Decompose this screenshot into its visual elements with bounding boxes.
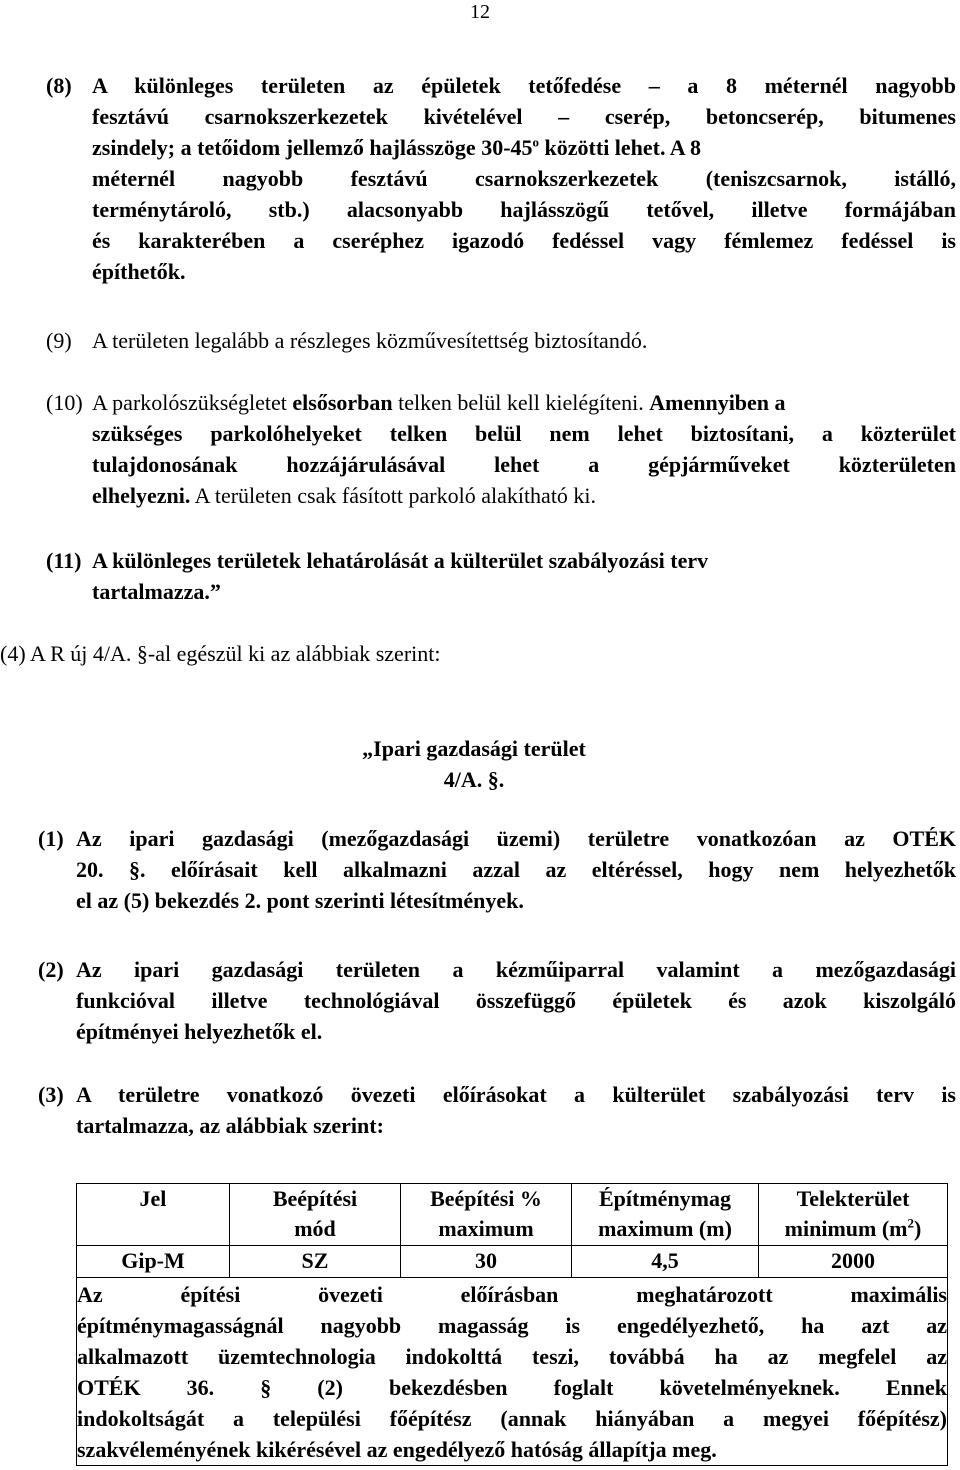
table-cell: SZ: [230, 1246, 401, 1278]
paragraph-8: [46, 70, 956, 287]
text-line: [92, 387, 956, 418]
text-line: Az ipari gazdasági területen a kézműiparral valamint a mezőgazdasági: [76, 957, 956, 982]
table-cell: Gip-M: [77, 1246, 230, 1278]
table-header-row: [77, 1184, 948, 1246]
section-3: [38, 1079, 956, 1141]
text-line: építményei helyezhetők el.: [76, 1019, 323, 1044]
text-line: [92, 480, 956, 511]
text-line: méternél nagyobb fesztávú csarnokszerkezetek (teniszcsarnok, istálló,: [92, 166, 956, 191]
paragraph-number: (11): [46, 548, 82, 573]
table-cell: 2000: [759, 1246, 948, 1278]
note-line: OTÉK 36. § (2) bekezdésben foglalt követelményeknek. Ennek: [77, 1375, 947, 1400]
superscript: 2: [907, 1215, 914, 1231]
header-text: Beépítési: [272, 1186, 358, 1211]
header-text: Telekterület: [796, 1186, 910, 1211]
zoning-table: [76, 1183, 948, 1466]
paragraph-number: (10): [46, 390, 83, 415]
table-row: [77, 1246, 948, 1278]
page-number: 12: [470, 1, 490, 23]
text-line: A különleges területek lehatárolását a külterület szabályozási terv: [92, 548, 709, 573]
text-line: funkcióval illetve technológiával összefüggő épületek és azok kiszolgáló: [76, 988, 956, 1013]
section-heading: [0, 733, 954, 795]
note-line: építménymagasságnál nagyobb magasság is engedélyezhető, ha azt az: [77, 1313, 947, 1338]
header-text: Építménymag: [599, 1186, 731, 1211]
paragraph-number: (9): [46, 328, 72, 353]
table-note-cell: [77, 1278, 948, 1466]
text-segment: elhelyezni.: [92, 483, 191, 508]
note-line: alkalmazott üzemtechnologia indokolttá teszi, továbbá ha az megfelel az: [77, 1344, 947, 1369]
paragraph-number: (2): [38, 957, 64, 982]
text-segment: elsősorban: [292, 390, 393, 415]
heading-title: „Ipari gazdasági terület: [362, 736, 586, 761]
text-line: és karakterében a cseréphez igazodó fedéssel vagy fémlemez fedéssel is: [92, 228, 956, 253]
header-text: maximum (m): [598, 1216, 732, 1241]
text-line: tartalmazza, az alábbiak szerint:: [76, 1113, 384, 1138]
text-line: [92, 132, 956, 163]
text-line: tulajdonosának hozzájárulásával lehet a gépjárműveket közterületen: [92, 452, 956, 477]
header-cell: [401, 1184, 572, 1246]
text-line: építhetők.: [92, 259, 186, 284]
section-1: [38, 823, 956, 916]
header-text: ): [914, 1216, 922, 1241]
paragraph-number: (8): [46, 73, 72, 98]
text-line: Az ipari gazdasági (mezőgazdasági üzemi) területre vonatkozóan az OTÉK: [76, 826, 956, 851]
text-segment: i lehet. A 8: [603, 135, 701, 160]
text-segment: zsindely; a tetőidom jellemző hajlásszöge 30-45: [92, 135, 533, 160]
note-line: Az építési övezeti előírásban meghatározott maximális: [77, 1282, 947, 1307]
table-cell: 4,5: [572, 1246, 759, 1278]
note-line: indokoltságát a települési főépítész (annak hiányában a megyei főépítész): [77, 1406, 947, 1431]
note-line: szakvéleményének kikérésével az engedélyező hatóság állapítja meg.: [77, 1437, 717, 1462]
header-text: mód: [294, 1216, 336, 1241]
amendment-4: [0, 638, 960, 669]
text-line: szükséges parkolóhelyeket telken belül nem lehet biztosítani, a közterület: [92, 421, 956, 446]
text-line: A területre vonatkozó övezeti előírásokat a külterület szabályozási terv is: [76, 1082, 956, 1107]
text-line: terménytároló, stb.) alacsonyabb hajlásszögű tetővel, illetve formájában: [92, 197, 956, 222]
header-cell: [572, 1184, 759, 1246]
header-cell: [77, 1184, 230, 1246]
text-line: fesztávú csarnokszerkezetek kivételével – cserép, betoncserép, bitumenes: [92, 104, 956, 129]
header-text: minimum (m: [784, 1216, 908, 1241]
text-line: tartalmazza.”: [92, 579, 221, 604]
text-segment: között: [539, 135, 604, 160]
text-line: el az (5) bekezdés 2. pont szerinti létesítmények.: [76, 888, 524, 913]
paragraph-number: (3): [38, 1082, 64, 1107]
table-note-row: [77, 1278, 948, 1466]
text-line: A különleges területen az épületek tetőfedése – a 8 méternél nagyobb: [92, 73, 956, 98]
table-cell: 30: [401, 1246, 572, 1278]
header-text: Beépítési %: [430, 1186, 542, 1211]
text-line: (4) A R új 4/A. §-al egészül ki az alábbiak szerint:: [0, 641, 441, 666]
header-cell: [759, 1184, 948, 1246]
text-segment: telken belül kell kielégíteni.: [392, 390, 650, 415]
degree-sign: o: [532, 134, 540, 150]
heading-section-number: 4/A. §.: [443, 767, 505, 792]
header-text: maximum: [438, 1216, 534, 1241]
text-segment: A parkolószükségletet: [92, 390, 293, 415]
paragraph-9: [46, 325, 956, 356]
text-segment: A területen csak fásított parkoló alakítható ki.: [190, 483, 597, 508]
text-line: A területen legalább a részleges közművesítettség biztosítandó.: [92, 328, 648, 353]
paragraph-11: [46, 545, 956, 607]
text-segment: Amennyiben a: [649, 390, 786, 415]
paragraph-number: (1): [38, 826, 64, 851]
paragraph-10: [46, 387, 956, 511]
header-text: Jel: [139, 1186, 167, 1211]
header-cell: [230, 1184, 401, 1246]
text-line: 20. §. előírásait kell alkalmazni azzal az eltéréssel, hogy nem helyezhetők: [76, 857, 956, 882]
section-2: [38, 954, 956, 1047]
